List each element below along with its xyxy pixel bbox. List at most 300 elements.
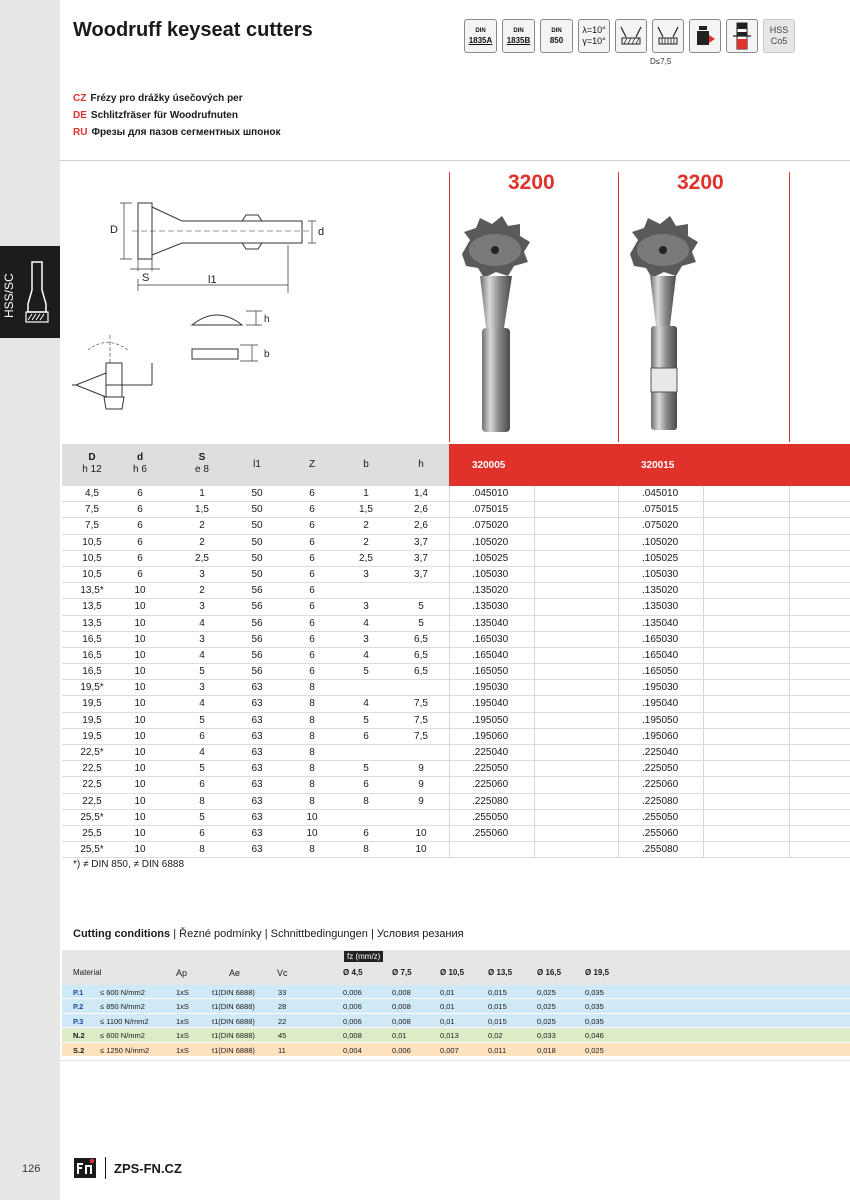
section-divider <box>60 160 850 161</box>
cell-S: 2 <box>199 520 205 532</box>
language-line-de <box>73 110 238 121</box>
feed-value: 0,011 <box>488 1045 507 1055</box>
cell-D: 19,5 <box>82 698 102 710</box>
cell-Z: 8 <box>309 730 315 742</box>
cell-l1: 56 <box>251 633 263 645</box>
cell-Z: 8 <box>309 714 315 726</box>
din-1835b-badge <box>502 19 535 53</box>
cell-code-2: .225060 <box>642 779 679 791</box>
language-code: CZ <box>73 93 87 104</box>
cell-code-2: .105025 <box>642 552 679 564</box>
cell-d: 10 <box>134 827 146 839</box>
cell-Z: 6 <box>309 536 315 548</box>
cell-b: 4 <box>363 698 369 710</box>
cell-code-2: .255050 <box>642 811 679 823</box>
ae-value: t1(DIN 6888) <box>212 988 255 997</box>
cell-D: 7,5 <box>85 504 99 516</box>
cell-l1: 63 <box>251 763 263 775</box>
cross-teeth-badge <box>652 19 684 53</box>
feed-value: 0,006 <box>343 1016 362 1026</box>
cell-D: 10,5 <box>82 568 102 580</box>
cutting-conditions-table <box>62 985 850 1057</box>
cell-code-1: .135040 <box>472 617 509 629</box>
language-text: Schlitzfräser für Woodrufnuten <box>90 110 238 121</box>
diameter-limit-note: D≤7,5 <box>650 57 672 66</box>
dim-h-key: h <box>264 314 270 325</box>
cell-Z: 6 <box>309 520 315 532</box>
cell-l1: 63 <box>251 714 263 726</box>
feed-value: 0,004 <box>343 1045 362 1055</box>
cell-h: 5 <box>418 601 424 613</box>
cell-D: 13,5* <box>80 585 104 597</box>
technical-drawing <box>62 185 332 425</box>
cell-h: 9 <box>418 779 424 791</box>
footer-divider <box>60 1060 850 1061</box>
material-group: N.2 <box>73 1031 85 1041</box>
feed-value: 0,025 <box>537 988 556 997</box>
cell-Z: 8 <box>309 779 315 791</box>
ap-value: 1xS <box>176 1031 189 1041</box>
table-row <box>62 745 850 761</box>
cell-b: 4 <box>363 617 369 629</box>
cell-code-2: .195060 <box>642 730 679 742</box>
cell-Z: 6 <box>309 649 315 661</box>
table-row <box>62 616 850 632</box>
cell-code-1: .165040 <box>472 649 509 661</box>
feed-value: 0,015 <box>488 1002 507 1012</box>
cell-Z: 8 <box>309 698 315 710</box>
cell-D: 10,5 <box>82 552 102 564</box>
cell-b: 5 <box>363 714 369 726</box>
cell-code-1: .225080 <box>472 795 509 807</box>
feed-value: 0,008 <box>392 988 411 997</box>
cell-b: 5 <box>363 666 369 678</box>
cell-S: 3 <box>199 568 205 580</box>
cell-b: 2 <box>363 536 369 548</box>
cell-code-2: .075020 <box>642 520 679 532</box>
straight-teeth-icon <box>618 23 644 49</box>
feed-value: 0,018 <box>537 1045 556 1055</box>
cell-h: 10 <box>415 827 427 839</box>
cell-d: 10 <box>134 666 146 678</box>
cell-D: 22,5 <box>82 763 102 775</box>
feed-per-tooth-label: fz (mm/z) <box>344 951 383 962</box>
header-tolerance: h 6 <box>133 464 147 475</box>
cell-b: 3 <box>363 568 369 580</box>
cell-Z: 6 <box>309 552 315 564</box>
material-strength: ≤ 600 N/mm2 <box>100 988 145 997</box>
cell-Z: 8 <box>309 682 315 694</box>
dim-D: D <box>110 224 118 236</box>
cell-D: 22,5 <box>82 795 102 807</box>
ap-value: 1xS <box>176 1016 189 1026</box>
header-ae: Ae <box>229 968 241 978</box>
cell-code-2: .195050 <box>642 714 679 726</box>
cross-teeth-icon <box>655 23 681 49</box>
cell-b: 3 <box>363 601 369 613</box>
cell-b: 8 <box>363 844 369 856</box>
feed-value: 0,046 <box>585 1031 604 1041</box>
diameter-header: Ø 7,5 <box>392 968 412 977</box>
cell-code-1: .225050 <box>472 763 509 775</box>
header-label: d <box>136 452 144 463</box>
cell-Z: 6 <box>309 585 315 597</box>
cell-l1: 63 <box>251 779 263 791</box>
cell-code-2: .135040 <box>642 617 679 629</box>
cell-l1: 56 <box>251 617 263 629</box>
feed-value: 0,007 <box>440 1045 459 1055</box>
cell-D: 7,5 <box>85 520 99 532</box>
material-strength: ≤ 1100 N/mm2 <box>100 1016 149 1026</box>
header-S <box>182 452 222 476</box>
cell-code-2: .045010 <box>642 488 679 499</box>
cell-S: 4 <box>199 747 205 758</box>
vc-value: 33 <box>278 988 287 997</box>
cell-d: 10 <box>134 747 146 758</box>
cell-S: 5 <box>199 666 205 678</box>
cell-D: 16,5 <box>82 649 102 661</box>
cell-S: 1,5 <box>195 504 209 516</box>
cell-b: 6 <box>363 827 369 839</box>
header-b: b <box>363 459 369 470</box>
cell-code-2: .165030 <box>642 633 679 645</box>
cell-d: 6 <box>137 536 143 548</box>
product-number-2: 3200 <box>677 171 724 194</box>
table-row <box>62 794 850 810</box>
cell-l1: 50 <box>251 536 263 548</box>
feed-value: 0,01 <box>440 988 455 997</box>
cell-D: 19,5* <box>80 682 104 694</box>
cell-h: 2,6 <box>414 504 428 516</box>
cell-l1: 63 <box>251 795 263 807</box>
cell-h: 6,5 <box>414 666 428 678</box>
table-row <box>62 535 850 551</box>
cell-b: 8 <box>363 795 369 807</box>
feed-value: 0,033 <box>537 1031 556 1041</box>
material-strength: ≤ 600 N/mm2 <box>100 1031 145 1041</box>
page-number: 126 <box>22 1163 41 1175</box>
fn-logo-icon <box>73 1156 97 1180</box>
table-row <box>62 632 850 648</box>
cell-code-1: .195060 <box>472 730 509 742</box>
logo-separator <box>105 1157 106 1179</box>
material-group: S.2 <box>73 1045 85 1055</box>
cell-Z: 10 <box>306 827 318 839</box>
cell-D: 22,5 <box>82 779 102 791</box>
ap-value: 1xS <box>176 1045 189 1055</box>
header-vc: Vc <box>277 968 288 978</box>
material-strength: ≤ 850 N/mm2 <box>100 1002 145 1012</box>
cutting-row <box>62 1028 850 1042</box>
material-strength: ≤ 1250 N/mm2 <box>100 1045 150 1055</box>
header-ap: Ap <box>176 968 188 978</box>
cell-S: 1 <box>199 488 205 499</box>
cell-l1: 56 <box>251 666 263 678</box>
cell-b: 2,5 <box>359 552 373 564</box>
table-row <box>62 502 850 518</box>
cell-S: 6 <box>199 779 205 791</box>
cell-code-2: .225050 <box>642 763 679 775</box>
cell-S: 2 <box>199 536 205 548</box>
cell-D: 22,5* <box>80 747 104 758</box>
cell-code-1: .195030 <box>472 682 509 694</box>
cell-h: 7,5 <box>414 730 428 742</box>
diameter-header: Ø 16,5 <box>537 968 562 977</box>
tool-coating-icon <box>692 23 718 49</box>
feed-value: 0,01 <box>440 1016 455 1026</box>
cell-D: 13,5 <box>82 617 102 629</box>
feed-value: 0,006 <box>343 988 362 997</box>
product-code-header <box>449 444 850 486</box>
section-tab-label: HSS/SC <box>2 273 16 319</box>
cell-D: 10,5 <box>82 536 102 548</box>
header-d <box>120 452 160 476</box>
feed-value: 0,008 <box>392 1002 411 1012</box>
cell-h: 1,4 <box>414 488 428 499</box>
feed-value: 0,008 <box>392 1016 411 1026</box>
header-tolerance: h 12 <box>82 464 102 475</box>
cell-Z: 6 <box>309 568 315 580</box>
feed-value: 0,006 <box>392 1045 411 1055</box>
ap-value: 1xS <box>176 1002 189 1012</box>
cell-d: 6 <box>137 568 143 580</box>
cell-D: 16,5 <box>82 666 102 678</box>
cell-h: 3,7 <box>414 568 428 580</box>
badge-din-label: DIN <box>475 28 486 34</box>
cell-h: 3,7 <box>414 552 428 564</box>
vc-value: 22 <box>278 1016 287 1026</box>
cell-d: 10 <box>134 763 146 775</box>
cell-d: 10 <box>134 730 146 742</box>
cell-l1: 63 <box>251 698 263 710</box>
cell-code-1: .045010 <box>472 488 509 499</box>
cell-h: 10 <box>415 844 427 856</box>
cell-Z: 6 <box>309 617 315 629</box>
cell-d: 10 <box>134 844 146 856</box>
spec-badges <box>464 19 795 53</box>
cell-l1: 50 <box>251 488 263 499</box>
angle-badge <box>578 19 610 53</box>
table-row <box>62 567 850 583</box>
table-row <box>62 599 850 615</box>
ae-value: t1(DIN 6888) <box>212 1016 255 1026</box>
badge-din-label: DIN <box>551 28 562 34</box>
cell-l1: 56 <box>251 585 263 597</box>
cell-b: 1 <box>363 488 369 499</box>
cell-h: 7,5 <box>414 714 428 726</box>
cell-code-1: .225060 <box>472 779 509 791</box>
material-co5: Co5 <box>770 36 788 46</box>
language-code: RU <box>73 127 88 138</box>
cutting-row <box>62 1043 850 1057</box>
din-850-badge <box>540 19 573 53</box>
cell-code-2: .105030 <box>642 568 679 580</box>
dimensions-table <box>62 486 850 858</box>
cell-code-1: .255060 <box>472 827 509 839</box>
product-code-1: 320005 <box>472 460 506 471</box>
material-group: P.3 <box>73 1016 84 1026</box>
language-line-ru <box>73 127 280 138</box>
cell-d: 6 <box>137 520 143 532</box>
cell-code-2: .105020 <box>642 536 679 548</box>
cell-h: 2,6 <box>414 520 428 532</box>
cell-D: 4,5 <box>85 488 99 499</box>
cell-d: 10 <box>134 649 146 661</box>
cell-S: 3 <box>199 682 205 694</box>
feed-value: 0,025 <box>537 1016 556 1026</box>
table-row <box>62 826 850 842</box>
cell-h: 6,5 <box>414 633 428 645</box>
cell-l1: 63 <box>251 844 263 856</box>
diameter-header: Ø 4,5 <box>343 968 363 977</box>
cell-D: 25,5* <box>80 811 104 823</box>
cell-Z: 8 <box>309 747 315 758</box>
cell-code-2: .255080 <box>642 844 679 856</box>
cell-S: 4 <box>199 617 205 629</box>
cell-l1: 56 <box>251 649 263 661</box>
badge-din-number: 850 <box>549 36 564 45</box>
cell-l1: 63 <box>251 682 263 694</box>
cell-Z: 6 <box>309 488 315 499</box>
cell-l1: 50 <box>251 504 263 516</box>
cell-d: 10 <box>134 811 146 823</box>
header-material: Material <box>73 968 102 977</box>
straight-teeth-badge <box>615 19 647 53</box>
feed-value: 0,035 <box>585 1002 604 1012</box>
cell-l1: 63 <box>251 730 263 742</box>
table-row <box>62 713 850 729</box>
table-row <box>62 777 850 793</box>
feed-value: 0,025 <box>537 1002 556 1012</box>
table-row <box>62 486 850 502</box>
feed-value: 0,015 <box>488 988 507 997</box>
page-title: Woodruff keyseat cutters <box>73 19 313 41</box>
cell-d: 10 <box>134 617 146 629</box>
feed-value: 0,006 <box>343 1002 362 1012</box>
tolerance-scale-icon <box>729 22 755 50</box>
cell-S: 6 <box>199 730 205 742</box>
language-code: DE <box>73 110 87 121</box>
cell-d: 10 <box>134 585 146 597</box>
section-tab <box>0 246 60 338</box>
cutting-title-bold: Cutting conditions <box>73 928 171 940</box>
header-l1: l1 <box>253 459 261 470</box>
cell-l1: 63 <box>251 747 263 758</box>
product-image-cutter-2 <box>618 210 708 440</box>
cell-code-1: .105020 <box>472 536 509 548</box>
material-group: P.2 <box>73 1002 84 1012</box>
material-hss: HSS <box>769 25 789 35</box>
dim-d: d <box>318 226 325 238</box>
table-row <box>62 729 850 745</box>
cell-d: 10 <box>134 779 146 791</box>
product-code-2: 320015 <box>641 460 675 471</box>
header-h: h <box>418 459 424 470</box>
cell-code-2: .195040 <box>642 698 679 710</box>
cell-code-1: .105025 <box>472 552 509 564</box>
cell-l1: 63 <box>251 811 263 823</box>
feed-value: 0,01 <box>440 1002 455 1012</box>
cell-S: 3 <box>199 633 205 645</box>
cell-Z: 6 <box>309 633 315 645</box>
dim-b: b <box>264 349 270 360</box>
cell-D: 13,5 <box>82 601 102 613</box>
cell-l1: 56 <box>251 601 263 613</box>
language-text: Фрезы для пазов сегментных шпонок <box>91 127 281 138</box>
cell-b: 4 <box>363 649 369 661</box>
cell-code-1: .165050 <box>472 666 509 678</box>
header-tolerance: e 8 <box>195 464 209 475</box>
cell-S: 5 <box>199 811 205 823</box>
cell-code-1: .195050 <box>472 714 509 726</box>
cutting-row <box>62 1014 850 1028</box>
cell-code-1: .075020 <box>472 520 509 532</box>
language-line-cz <box>73 93 243 104</box>
vc-value: 11 <box>278 1045 286 1055</box>
cell-d: 10 <box>134 795 146 807</box>
table-row <box>62 810 850 826</box>
cell-d: 10 <box>134 714 146 726</box>
table-row <box>62 842 850 858</box>
cell-h: 7,5 <box>414 698 428 710</box>
cell-S: 4 <box>199 698 205 710</box>
cell-S: 5 <box>199 714 205 726</box>
product-column-divider <box>789 172 790 442</box>
dim-l1: l1 <box>208 274 217 286</box>
cell-h: 9 <box>418 795 424 807</box>
diameter-header: Ø 19,5 <box>585 968 610 977</box>
cutting-row <box>62 999 850 1013</box>
header-D <box>72 452 112 476</box>
cell-code-2: .225080 <box>642 795 679 807</box>
cell-Z: 8 <box>309 763 315 775</box>
cell-l1: 50 <box>251 520 263 532</box>
cell-b: 5 <box>363 763 369 775</box>
left-margin-strip <box>0 0 60 1200</box>
table-row <box>62 696 850 712</box>
cell-d: 6 <box>137 504 143 516</box>
cell-code-1: .105030 <box>472 568 509 580</box>
badge-din-number: 1835B <box>506 36 531 45</box>
language-text: Frézy pro drážky úsečových per <box>90 93 243 104</box>
cutting-conditions-title <box>73 928 464 940</box>
cell-d: 10 <box>134 601 146 613</box>
feed-value: 0,01 <box>392 1031 407 1041</box>
cell-D: 16,5 <box>82 633 102 645</box>
table-row <box>62 680 850 696</box>
vc-value: 45 <box>278 1031 287 1041</box>
cell-d: 6 <box>137 552 143 564</box>
cell-b: 1,5 <box>359 504 373 516</box>
cell-Z: 6 <box>309 666 315 678</box>
feed-value: 0,02 <box>488 1031 503 1041</box>
feed-value: 0,015 <box>488 1016 507 1026</box>
cell-S: 2 <box>199 585 205 597</box>
cell-Z: 6 <box>309 504 315 516</box>
feed-value: 0,008 <box>343 1031 362 1041</box>
cell-d: 10 <box>134 682 146 694</box>
footer-logo <box>73 1156 182 1180</box>
cell-h: 9 <box>418 763 424 775</box>
cell-l1: 63 <box>251 827 263 839</box>
header-label: D <box>88 452 96 463</box>
feed-value: 0,013 <box>440 1031 459 1041</box>
cell-code-2: .075015 <box>642 504 679 516</box>
cell-S: 4 <box>199 649 205 661</box>
table-row <box>62 583 850 599</box>
badge-din-number: 1835A <box>468 36 493 45</box>
cell-h: 5 <box>418 617 424 629</box>
